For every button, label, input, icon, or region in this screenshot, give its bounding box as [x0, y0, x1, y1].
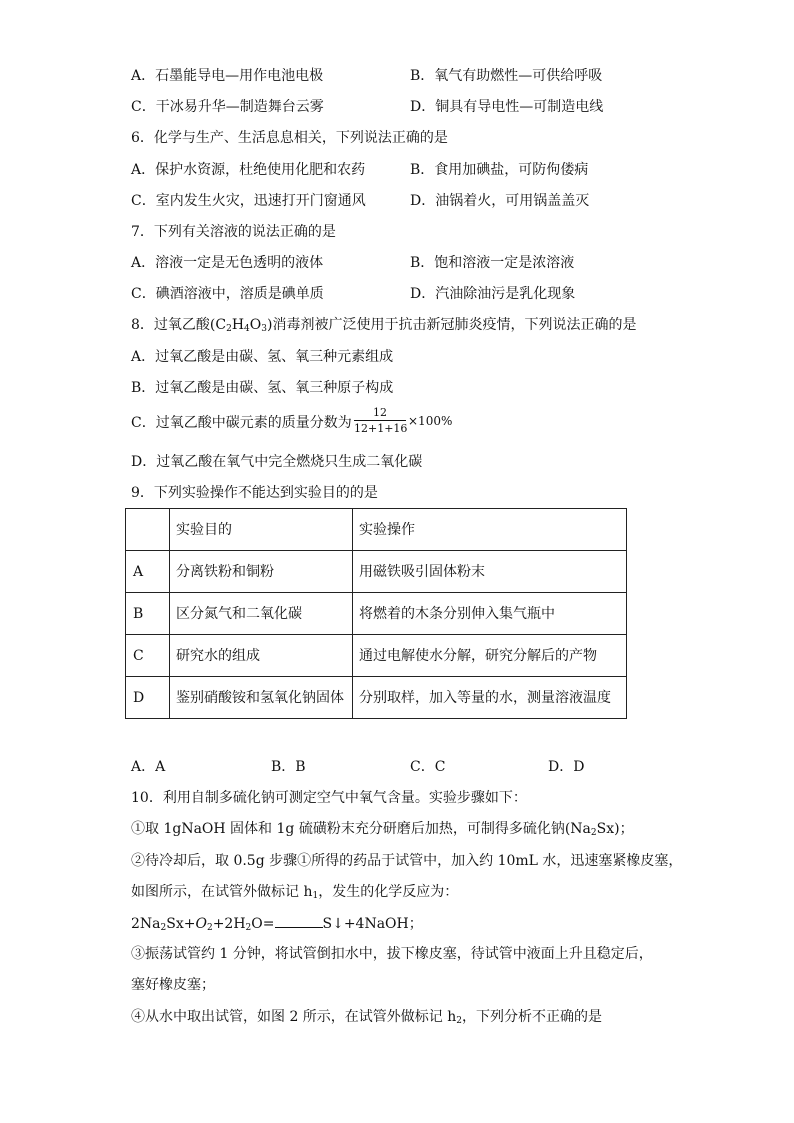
table-row	[126, 551, 627, 593]
q10-step-3-line-1: ③振荡试管约 1 分钟，将试管倒扣水中，拔下橡皮塞，待试管中液面上升且稳定后，	[131, 946, 653, 962]
q7-option-d: D．汽油除油污是乳化现象	[410, 286, 576, 302]
q10-step-3-line-2: 塞好橡皮塞；	[131, 977, 215, 993]
q5-option-b: B．氧气有助燃性—可供给呼吸	[410, 68, 603, 84]
table-cell: 将燃着的木条分别伸入集气瓶中	[353, 593, 627, 635]
q7-stem: 7．下列有关溶液的说法正确的是	[131, 224, 336, 240]
q10-step-2-line-2: 如图所示，在试管外做标记 $h_1$，发生的化学反应为：	[131, 884, 459, 901]
q9-table	[125, 508, 627, 719]
table-cell: 研究水的组成	[170, 635, 353, 677]
table-row	[126, 635, 627, 677]
q8-option-b: B．过氧乙酸是由碳、氢、氧三种原子构成	[131, 380, 394, 396]
table-header-cell	[126, 509, 170, 551]
mass-fraction	[354, 406, 406, 435]
q5-option-d: D．铜具有导电性—可制造电线	[410, 99, 604, 115]
table-cell: C	[126, 635, 170, 677]
table-cell: 通过电解使水分解，研究分解后的产物	[353, 635, 627, 677]
table-cell: 分离铁粉和铜粉	[170, 551, 353, 593]
q6-option-a: A．保护水资源，杜绝使用化肥和农药	[131, 162, 366, 178]
q10-stem: 10．利用自制多硫化钠可测定空气中氧气含量。实验步骤如下：	[131, 790, 527, 806]
table-row	[126, 593, 627, 635]
q10-equation: $2Na_2Sx+O_2+2H_2O=$ S↓+4NaOH；	[131, 913, 423, 938]
table-header-row	[126, 509, 627, 551]
q8-option-c-text: C．过氧乙酸中碳元素的质量分数为	[131, 415, 352, 431]
q7-option-c: C．碘酒溶液中，溶质是碘单质	[131, 286, 324, 302]
fraction-percent: ×100%	[408, 414, 453, 428]
table-header-cell: 实验目的	[170, 509, 353, 551]
fraction-bar	[354, 420, 406, 421]
q6-option-b: B．食用加碘盐，可防佝偻病	[410, 162, 589, 178]
q10-step-2-line-1: ②待冷却后，取 0.5g 步骤①所得的药品于试管中，加入约 10mL 水，迅速塞紧橡皮塞，	[131, 853, 683, 869]
table-cell: 鉴别硝酸铵和氢氧化钠固体	[170, 677, 353, 719]
q9-option-d: D．D	[548, 759, 585, 775]
table-row	[126, 677, 627, 719]
table-cell: 区分氮气和二氧化碳	[170, 593, 353, 635]
q8-stem: 8．过氧乙酸$(C_2H_4O_3)$消毒剂被广泛使用于抗击新冠肺炎疫情，下列说法正确的是	[131, 317, 637, 334]
q5-option-c: C．干冰易升华—制造舞台云雾	[131, 99, 324, 115]
table-cell: 用磁铁吸引固体粉末	[353, 551, 627, 593]
q8-option-d: D．过氧乙酸在氧气中完全燃烧只生成二氧化碳	[131, 454, 423, 470]
table-cell: B	[126, 593, 170, 635]
table-cell: D	[126, 677, 170, 719]
q9-option-c: C．C	[410, 759, 446, 775]
q6-option-c: C．室内发生火灾，迅速打开门窗通风	[131, 193, 366, 209]
q6-stem: 6．化学与生产、生活息息相关，下列说法正确的是	[131, 130, 448, 146]
q10-step-4: ④从水中取出试管，如图 2 所示，在试管外做标记 $h_2$，下列分析不正确的是	[131, 1009, 603, 1026]
q8-option-a: A．过氧乙酸是由碳、氢、氧三种元素组成	[131, 349, 394, 365]
fraction-numerator: 12	[373, 406, 387, 419]
q7-option-a: A．溶液一定是无色透明的液体	[131, 255, 324, 271]
q5-option-a: A．石墨能导电—用作电池电极	[131, 68, 324, 84]
q9-stem: 9．下列实验操作不能达到实验目的的是	[131, 485, 378, 501]
table-cell: 分别取样，加入等量的水，测量溶液温度	[353, 677, 627, 719]
q9-option-a: A．A	[131, 759, 166, 775]
q9-option-b: B．B	[271, 759, 306, 775]
fraction-denominator: 12+1+16	[354, 422, 408, 435]
q10-step-1: ①取 1gNaOH 固体和 1g 硫磺粉末充分研磨后加热，可制得多硫化钠$(Na_2Sx)$；	[131, 821, 634, 838]
table-cell: A	[126, 551, 170, 593]
table-header-cell: 实验操作	[353, 509, 627, 551]
q6-option-d: D．油锅着火，可用锅盖盖灭	[410, 193, 590, 209]
q7-option-b: B．饱和溶液一定是浓溶液	[410, 255, 575, 271]
answer-blank	[275, 913, 323, 928]
